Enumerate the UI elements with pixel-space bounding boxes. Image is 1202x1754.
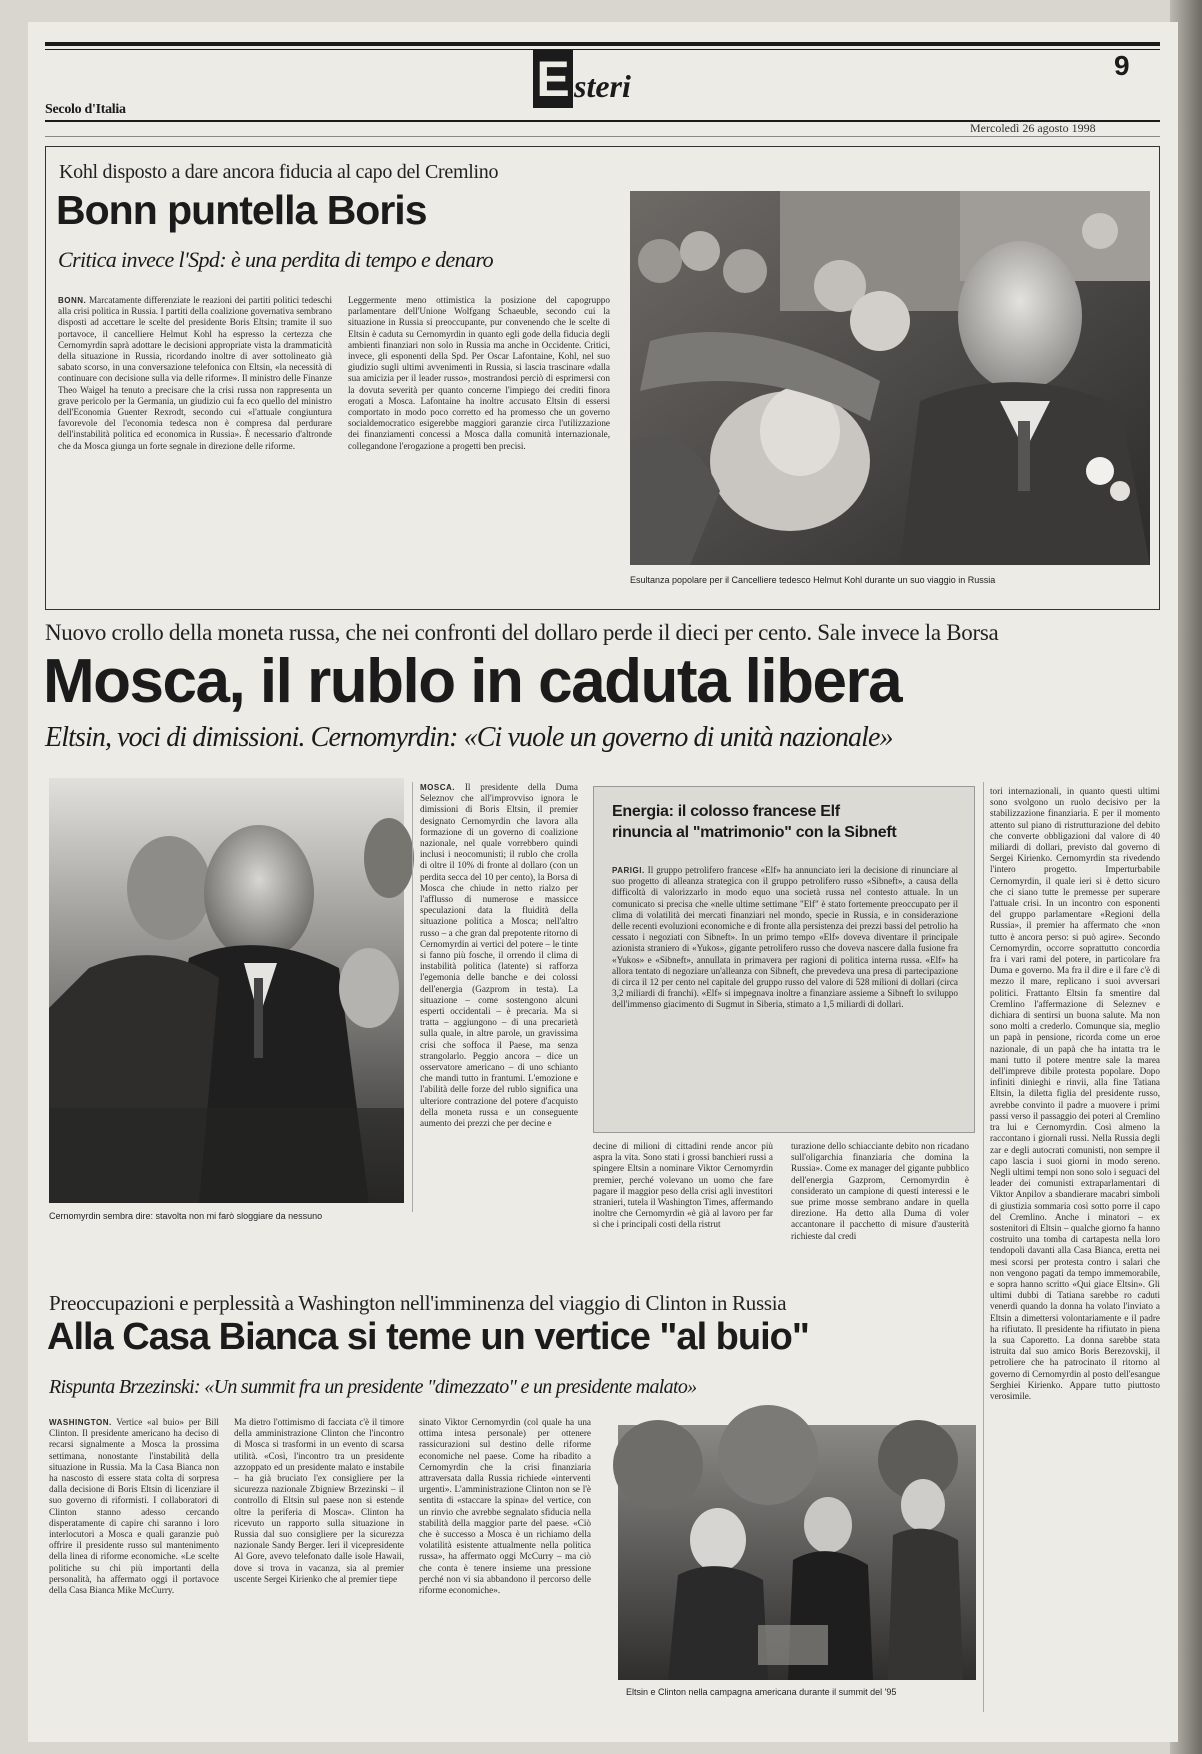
section-logo-block-letter: E (533, 50, 573, 108)
elf-box (593, 786, 975, 1133)
clinton-column-1 (49, 1417, 219, 1702)
rublo-kicker: Nuovo crollo della moneta russa, che nei confronti del dollaro perde il dieci per cento. Sale invece la Borsa (45, 620, 999, 645)
section-logo-word: steri (574, 68, 631, 104)
rublo-dateline: MOSCA. (420, 783, 455, 792)
clinton-col3-text: sinato Viktor Cernomyrdin (col quale ha una ottima intesa personale) per ottenere rassicurazioni sul destino delle riforme economiche nel paese. Come ha ribadito a Cernomyrdin che la crisi finanziaria attraversata dalla Russia richiede «interventi urgenti». L'amministrazione Clinton non se l'è sentita di «staccare la spina» del vertice, con un rinvio che avrebbe segnalato sfiducia nella stabilità della maggior parte del paese. «Ciò che è successo a Mosca è un richiamo della volatilità esistente attualmente nella politica russa», ha affermato oggi McCurry – ma ciò che conta è tenere insieme una pressione perché non vi sia abbandono il percorso delle riforme economiche». (419, 1417, 591, 1596)
clinton-photo-caption: Eltsin e Clinton nella campagna americana durante il summit del '95 (626, 1687, 897, 1697)
rublo-subhead: Eltsin, voci di dimissioni. Cernomyrdin: «Ci vuole un governo di unità nazionale» (45, 722, 893, 753)
clinton-photo (618, 1425, 976, 1680)
kohl-photo-caption: Esultanza popolare per il Cancelliere tedesco Helmut Kohl durante un suo viaggio in Russia (630, 575, 996, 585)
rublo-column-4 (990, 786, 1160, 1711)
issue-date: Mercoledì 26 agosto 1998 (970, 121, 1096, 135)
kohl-subhead: Critica invece l'Spd: è una perdita di tempo e denaro (58, 247, 494, 272)
elf-headline-line-1: Energia: il colosso francese Elf (612, 803, 840, 820)
date-rule (45, 136, 1160, 137)
clinton-column-3 (419, 1417, 591, 1702)
cernomyrdin-image (49, 778, 404, 1203)
cernomyrdin-photo (49, 778, 404, 1203)
kohl-article-box (45, 146, 1160, 610)
kohl-headline: Bonn puntella Boris (56, 187, 427, 233)
masthead-top-rule (45, 42, 1160, 46)
clinton-kicker: Preoccupazioni e perplessità a Washington nell'imminenza del viaggio di Clinton in Russia (49, 1291, 787, 1315)
clinton-col1-text: Vertice «al buio» per Bill Clinton. Il presidente americano ha deciso di recarsi signalmente a Mosca la prossima settimana, nonostante l'instabilità della situazione in Russia. Ma la Casa Bianca non ha nascosto di essere stata colta di sorpresa dalla decisione di Boris Eltsin di licenziare il suo governo di riformisti. I collaboratori di Clinton stanno adesso cercando disperatamente di capire chi saranno i loro interlocutori a Mosca e quali garanzie può offrire il presidente russo sul mantenimento della linea di riforme economiche. «Le scelte politiche su chi più importanti della personalità, ha affermato oggi il portavoce della Casa Bianca Mike McCurry. (49, 1417, 219, 1596)
rublo-column-2 (593, 1141, 773, 1230)
rublo-column-1 (420, 782, 578, 1207)
rublo-col2-text: decine di milioni di cittadini rende ancor più aspra la vita. Sono stati i grossi banchieri russi a spingere Eltsin a nominare Viktor Cernomyrdin premier, perché volevano un uomo che fare pagare il maggior peso della crisi agli investitori stranieri, tutela il Washington Times, affermando inoltre che Cernomyrdin «è già al lavoro per far sì che i principali costi della ristrut (593, 1141, 773, 1230)
kohl-column-1 (58, 295, 332, 600)
rublo-col4-text: tori internazionali, in quanto questi ultimi sono svolgono un ruolo decisivo per la stabilizzazione finanziaria. E per il momento attento sul piano di ristrutturazione del debito che converte obbligazioni dal valore di 40 miliardi di dollari, previsto dal governo di Sergei Kirienko. Cernomyrdin sta rivedendo l'intero progetto. Imperturbabile Cernomyrdin, il quale ieri si è detto sicuro che ci siano tutte le premesse per superare l'attuale crisi. In un incontro con esponenti del gruppo parlamentare «Regioni della Russia», il premier ha affermato che «non tutto è ancora perso: si può agire». Secondo Cernomyrdin, occorre soprattutto concordia fra i vari rami del potere, in particolare fra Duma e governo. Ma fra il dire e il fare c'è di mezzo il mare, replicano i suoi avversari politici. Frattanto Eltsin fa smentire dal Cremlino l'affermazione di Seleznev e dichiara di sentirsi un buona salute. Ma non sono molti a crederlo. Comunque sia, meglio un papà in pensione, ricorda come un eroe nazionale, di un papà che ha intatta tra le mani tutto il potere mentre sale la marea dell'impreve dibile protesta popolare. Dopo infiniti dinieghi e rinvii, alla fine Tatiana Eltsin, la diletta figlia del presidente russo, avrebbe convinto il padre a muovere i primi passi verso il passaggio dei poteri al Cremlino tra lui e Cernomyrdin. Così almeno la raccontano i giornali russi. Nella Russia degli zar e degli autocrati comunisti, non sempre il capo lascia i suoi giorni in modo sereno. Negli ultimi tempi non sono solo i seguaci del leader dei comunisti extraparlamentari di Viktor Anpilov a sbandierare macabri simboli di giustizia sommaria così sotto porre il capo del Cremlino. Anche i minatori – ex sostenitori di Eltsin – qualche giorno fa hanno costruito una tomba di cartapesta nella loro tendopoli davanti alla Casa Bianca, eretta nei mesi scorsi per protesta contro i salari che non vengono pagati da tempo immemorabile, e sopra hanno scritto «Qui giace Eltsin». Gli ultimi dubbi di Tatiana sarebbe ro caduti venerdì quando la donna ha volato l'inviato a Eltsin a dimettersi volontariamente e il padre ha rifiutato. Il presidente ha rifiutato in piena la sua Caporetto. La donna sarebbe stata istruita dal suo amico Boris Berezovskij, il petroliere che ha patrocinato il ritorno al governo di Cernomyrdin al posto dell'esangue Serghiei Kirienko. Appare tutto piuttosto verosimile. (990, 786, 1160, 1401)
clinton-headline: Alla Casa Bianca si teme un vertice "al buio" (47, 1316, 809, 1358)
column-divider-right (983, 782, 984, 1712)
rublo-col3-text: turazione dello schiacciante debito non ricadano sull'oligarchia finanziaria che domina la Russia». Come ex manager del gigante pubblico dell'energia Gazprom, Cernomyrdin è considerato un campione di questi interessi e le sue prime mosse sembrano andare in quella direzione. Ha detto alla Duma di voler accantonare il pacchetto di misure d'austerità richieste dal credi (791, 1141, 969, 1241)
elf-headline-line-2: rinuncia al "matrimonio" con la Sibneft (612, 824, 897, 841)
kohl-dateline: BONN. (58, 296, 87, 305)
kohl-kicker: Kohl disposto a dare ancora fiducia al capo del Cremlino (59, 161, 499, 183)
page-number: 9 (1114, 50, 1130, 81)
clinton-column-2 (234, 1417, 404, 1702)
kohl-col2-text: Leggermente meno ottimistica la posizione del capogruppo parlamentare dell'Unione Wolfgang Schaeuble, secondo cui la situazione in Russia si preoccupante, pur convenendo che le scelte di Eltsin è caduta su Cernomyrdin in quanto egli gode della fiducia degli ambienti finanziari non solo in Russia ma anche in Occidente. Critici, invece, gli esponenti della Spd. Per Oscar Lafontaine, Kohl, nel suo giudizio sugli ultimi avvenimenti in Russia, si lascia trascinare «dalla sua amicizia per il leader russo», mostrandosi perciò di esprimersi con la dovuta severità per quanto concerne l'impiego dei crediti finora erogati a Mosca. Lafontaine ha inoltre accusato Eltsin di essersi comportato in modo poco corretto ed ha promesso che un governo socialdemocratico esigerebbe maggiori garanzie circa l'utilizzazione dei finanziamenti concessi a Mosca dalla comunità internazionale, collegandone l'erogazione a progetti ben precisi. (348, 295, 610, 451)
kohl-col1-text: Marcatamente differenziate le reazioni dei partiti politici tedeschi alla crisi politica in Russia. I partiti della coalizione governativa sembrano disposti ad accettare le scelte del presidente Boris Eltsin; tramite il suo portavoce, il cancelliere Helmut Kohl ha espresso la certezza che Cernomyrdin saprà adottare le decisioni appropriate vista la drammaticità della situazione in Russia, ricordando inoltre di aver sottolineato già sabato scorso, in una conversazione telefonica con Eltsin, «la necessità di continuare con decisione sulla via delle riforme». Il ministro delle Finanze Theo Waigel ha tenuto a precisare che la crisi russa non rappresenta un grave pericolo per la Germania, un giudizio cui fa eco quello del ministro dell'Economia Guenter Rexrodt, secondo cui «l'attuale congiuntura favorevole del l'economia tedesca non è compresa dal perdurare dell'instabilità politica ed economica in Russia». È necessario d'altronde che da Mosca giunga un forte segnale in direzione delle riforme. (58, 295, 332, 451)
newspaper-page (28, 22, 1178, 1742)
kohl-column-2 (348, 295, 610, 605)
elf-body (612, 865, 958, 1123)
rublo-headline: Mosca, il rublo in caduta libera (43, 647, 902, 716)
clinton-dateline: WASHINGTON. (49, 1418, 112, 1427)
paper-name: Secolo d'Italia (45, 102, 126, 117)
cernomyrdin-caption: Cernomyrdin sembra dire: stavolta non mi farò sloggiare da nessuno (49, 1211, 323, 1221)
clinton-col2-text: Ma dietro l'ottimismo di facciata c'è il timore della amministrazione Clinton che l'incontro di Mosca si trasformi in un evento di scarsa utilità. «Così, l'incontro tra un presidente azzoppato ed un presidente malato e instabile – ha già bruciato l'ex consigliere per la sicurezza nazionale Zbigniew Brzezinski – il controllo di Eltsin sul paese non si estende oltre la periferia di Mosca». Clinton ha ricevuto un rapporto sulla situazione in Russia dal suo consigliere per la sicurezza nazionale Sandy Berger. Ieri il vicepresidente Al Gore, avevo telefonato dalle isole Hawaii, dove si trova in vacanza, sia al premier uscente Sergei Kirienko che al premier tiepe (234, 1417, 404, 1584)
rublo-col1-text: Il presidente della Duma Seleznov che all'improvviso ignora le dimissioni di Boris Eltsin, il premier designato Cernomyrdin che lavora alla formazione di un governo di coalizione nazionale, nel quale vorrebbero quindi inclusi i neocomunisti; il rublo che crolla di oltre il 10% di fronte al dollaro (con un perdita secca del 10 per cento), la Borsa di Mosca che chiude in netto rialzo per l'afflusso di numerose e massicce speculazioni data la fluidità della situazione politica a Mosca; nell'altro russo – a che gran dal prepotente ritorno di Cernomyrdin ai vertici del potere – le tinte si fanno più fosche, il orrendo il clima di instabilità politica (latente) si rafforza l'egemonia delle banche e dei colossi dell'energia (Gazprom in testa). La situazione – come sostengono alcuni esperti occidentali – è precaria. Ma si tratta – aggiungono – di una precarietà sulla quale, in altre parole, un gravissima crisi che soffoca il Paese, ma senza strangolarlo. Peggio ancora – dice un osservatore americano – di uno schianto che mandi tutto in frantumi. L'emozione e l'abilità delle forze del rublo significa una ulteriore contrazione del potere d'acquisto della moneta russa e un conseguente aumento dei prezzi che per decine e (420, 782, 578, 1129)
elf-dateline: PARIGI. (612, 866, 645, 875)
eltsin-clinton-image (618, 1425, 976, 1680)
column-divider-left (412, 782, 413, 1212)
clinton-subhead: Rispunta Brzezinski: «Un summit fra un presidente "dimezzato" e un presidente malato» (49, 1376, 697, 1398)
rublo-column-3 (791, 1141, 969, 1241)
section-logo (533, 50, 631, 110)
elf-body-text: Il gruppo petrolifero francese «Elf» ha annunciato ieri la decisione di rinunciare al suo progetto di alleanza strategica con il gruppo petrolifero russo «Sibneft», a causa della difficoltà di valorizzarlo in modo equo una società russa nel contesto attuale. In un comunicato si precisa che «nelle ultime settimane "Elf" è stato fortemente preoccupato per il clima di volatilità dei mercati finanziari nel mondo, specie in Russia, e in considerazione delle recenti evoluzioni economiche e di fronte alla persistenza dei prezzi bassi del petrolio ha cessato i negoziati con Sibneft». In un primo tempo «Elf» doveva diventare il principale azionista straniero di «Yukos», gigante petrolifero russo che doveva nascere dalla fusione fra «Yukos» e «Sibneft», annullata in primavera per ragioni di politica interna russa. «Elf» ha allora tentato di negoziare un'alleanza con Sibneft, che prevedeva una presa di partecipazione di circa il 12 per cento nel capitale del gruppo russo del valore di 528 milioni di dollari (circa 3,2 miliardi di franchi). «Elf» si impegnava inoltre a finanziare assieme a Sibneft lo sviluppo dell'immenso giacimento di Sugmut in Siberia, stimato a 1,5 miliardi di dollari. (612, 865, 958, 1010)
kohl-crowd-image (630, 191, 1150, 565)
kohl-photo (630, 191, 1150, 565)
